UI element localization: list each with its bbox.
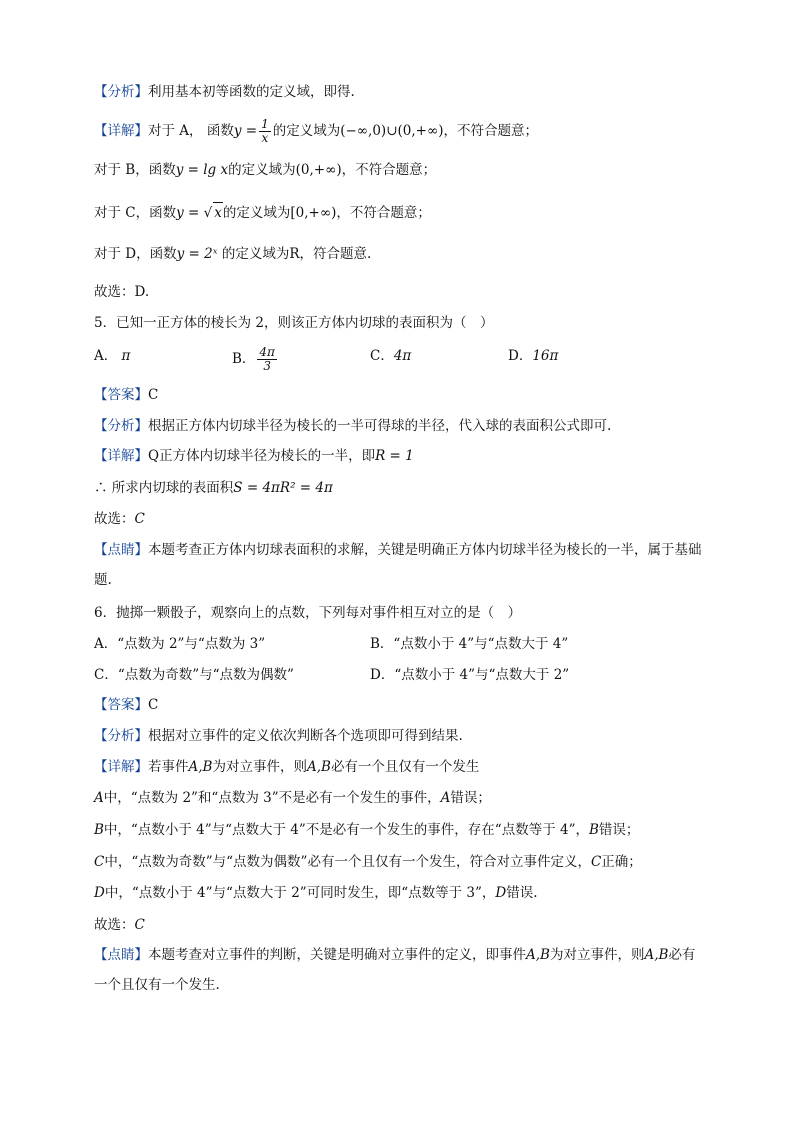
daan-tag: 【答案】 <box>94 697 148 713</box>
xiangjie-tag: 【详解】 <box>94 123 148 139</box>
q5-guxuan <box>94 509 145 529</box>
math-y: y = <box>233 123 258 139</box>
xiangjie-d-end: ，符合题意. <box>299 246 372 262</box>
guxuan-label: 故选： <box>94 917 135 933</box>
q4-xiangjie-a <box>94 118 538 145</box>
fraction-4pi-over-3 <box>257 346 277 373</box>
q4-xiangjie-c: 对于 C，函数y = √ x的定义域为[0,+∞)，不符合题意； <box>94 202 431 223</box>
q5-dianjing <box>94 535 704 595</box>
q6-option-d: D．“点数小于 4”与“点数大于 2” <box>370 667 570 683</box>
answer-value: C <box>148 697 159 713</box>
dianjing-text: 本题考查正方体内切球表面积的求解，关键是明确正方体内切球半径为棱长的一半，属于基础题. <box>94 542 702 588</box>
q6-option-a: A．“点数为 2”与“点数为 3” <box>94 636 266 652</box>
guxuan-label: 故选： <box>94 511 135 527</box>
xiangjie-b-prefix: 对于 B，函数 <box>94 162 176 178</box>
q5-xiangjie <box>94 446 414 466</box>
xiangjie-b-end: ，不符合题意； <box>341 162 437 178</box>
q5-option-d <box>508 346 558 366</box>
q5-answer <box>94 385 158 405</box>
case-text: 中，“点数小于 4”与“点数大于 4”不是必有一个发生的事件，存在“点数等于 4”， <box>103 822 589 838</box>
q6-detail-b <box>94 820 639 840</box>
math-lg: y = lg x <box>175 162 229 178</box>
case-text: 中，“点数为 2”和“点数为 3”不是必有一个发生的事件， <box>103 790 441 806</box>
q6-dianjing <box>94 940 704 1000</box>
xiangjie-d-suffix: 的定义域为 <box>221 246 290 262</box>
q6-guxuan <box>94 915 145 935</box>
case-label: B <box>588 822 599 838</box>
dianjing-tag: 【点睛】 <box>94 947 148 963</box>
q4-xiangjie-b <box>94 160 436 180</box>
case-label: D <box>495 885 507 901</box>
xiangjie-c-prefix: 对于 C，函数 <box>94 205 177 221</box>
xiangjie-d-prefix: 对于 D，函数 <box>94 246 177 262</box>
case-label: A <box>94 790 104 806</box>
daan-tag: 【答案】 <box>94 387 148 403</box>
fenxi-text: 根据正方体内切球半径为棱长的一半可得球的半径，代入球的表面积公式即可. <box>148 418 612 434</box>
case-text: 中，“点数为奇数”与“点数为偶数”必有一个且仅有一个发生，符合对立事件定义， <box>104 854 591 870</box>
dianjing-end: 必有一个且仅有一个发生. <box>94 947 696 993</box>
option-value: π <box>121 348 131 364</box>
case-label: B <box>94 822 104 838</box>
option-value: 16π <box>532 348 559 364</box>
answer-value: C <box>148 387 159 403</box>
math-s: S = 4πR² = 4π <box>233 480 333 496</box>
q6-option-c: C．“点数为奇数”与“点数为偶数” <box>94 667 294 683</box>
q4-xiangjie-d <box>94 244 371 264</box>
math-ab: A,B <box>188 759 213 775</box>
option-label: C． <box>370 348 394 364</box>
fenxi-tag: 【分析】 <box>94 84 148 100</box>
q5-option-a <box>94 346 130 366</box>
option-label: D． <box>508 348 533 364</box>
frac-den: 3 <box>263 359 271 373</box>
fenxi-text: 根据对立事件的定义依次判断各个选项即可得到结果. <box>148 728 463 744</box>
frac-num: 1 <box>261 117 269 131</box>
domain-c: [0,+∞) <box>290 205 337 221</box>
q5-fenxi <box>94 416 611 436</box>
q6-xiangjie <box>94 757 479 777</box>
q5-line2 <box>94 478 333 498</box>
q6-detail-c <box>94 852 642 872</box>
case-end: 错误； <box>450 790 491 806</box>
fraction-1-over-x <box>259 118 271 145</box>
xiangjie-b-suffix: 的定义域为 <box>228 162 296 178</box>
domain-d: R <box>289 246 300 262</box>
option-label: B． <box>232 351 256 367</box>
math-2x: y = 2ˣ <box>176 246 218 262</box>
domain-a: (−∞,0)∪(0,+∞) <box>340 123 444 139</box>
option-label: A． <box>94 348 118 364</box>
q6-fenxi <box>94 726 463 746</box>
dianjing-pre: 本题考查对立事件的判断，关键是明确对立事件的定义，即事件 <box>148 947 526 963</box>
fenxi-tag: 【分析】 <box>94 728 148 744</box>
xiangjie-tag: 【详解】 <box>94 759 148 775</box>
case-label: D <box>94 885 105 901</box>
math-ab: A,B <box>526 947 550 963</box>
q6-answer <box>94 695 158 715</box>
case-end: 错误； <box>598 822 640 838</box>
guxuan-value: C <box>134 917 145 933</box>
xiangjie-c-suffix: 的定义域为 <box>222 205 291 221</box>
q5-option-c <box>370 346 411 366</box>
math-ab: A,B <box>306 759 331 775</box>
dianjing-tag: 【点睛】 <box>94 542 148 558</box>
fenxi-tag: 【分析】 <box>94 418 148 434</box>
math-r: R = 1 <box>375 448 414 464</box>
xiangjie-tag: 【详解】 <box>94 448 148 464</box>
case-label: C <box>94 854 105 870</box>
fenxi-text: 利用基本初等函数的定义域，即得. <box>148 84 355 100</box>
sqrt-x: x <box>213 202 223 223</box>
q5-option-b <box>232 346 279 373</box>
case-label: A <box>440 790 451 806</box>
q5-stem: 5．已知一正方体的棱长为 2，则该正方体内切球的表面积为（ ） <box>94 315 494 331</box>
xiangjie-mid: 为对立事件，则 <box>212 759 307 775</box>
case-text: 中，“点数小于 4”与“点数大于 2”可同时发生，即“点数等于 3”， <box>104 885 496 901</box>
frac-num: 4π <box>259 345 275 359</box>
xiangjie-a-prefix: 对于 A， 函数 <box>148 123 234 139</box>
xiangjie-c-end: ，不符合题意； <box>336 205 431 221</box>
dianjing-mid: 为对立事件，则 <box>549 947 645 963</box>
xiangjie-pre: 若事件 <box>148 759 189 775</box>
xiangjie-end: 必有一个且仅有一个发生 <box>330 759 480 775</box>
math-ab: A,B <box>644 947 669 963</box>
case-end: 错误. <box>506 885 538 901</box>
q6-option-b: B．“点数小于 4”与“点数大于 4” <box>370 636 569 652</box>
option-value: 4π <box>393 348 412 364</box>
q6-detail-d <box>94 883 538 903</box>
line2-text: ∴ 所求内切球的表面积 <box>94 480 234 496</box>
xiangjie-a-end: ，不符合题意； <box>443 123 538 139</box>
q4-guxuan: 故选：D. <box>94 284 150 300</box>
xiangjie-a-suffix: 的定义域为 <box>272 123 341 139</box>
case-label: C <box>590 854 602 870</box>
guxuan-value: C <box>134 511 145 527</box>
case-end: 正确； <box>601 854 642 870</box>
domain-b: (0,+∞) <box>295 162 342 178</box>
frac-den: x <box>261 131 269 145</box>
q6-detail-a <box>94 788 491 808</box>
q4-fenxi-line <box>94 82 355 102</box>
xiangjie-text: Q正方体内切球半径为棱长的一半，即 <box>148 448 376 464</box>
q6-stem: 6．抛掷一颗骰子，观察向上的点数，下列每对事件相互对立的是（ ） <box>94 605 522 621</box>
math-y-c: y = <box>176 205 200 221</box>
